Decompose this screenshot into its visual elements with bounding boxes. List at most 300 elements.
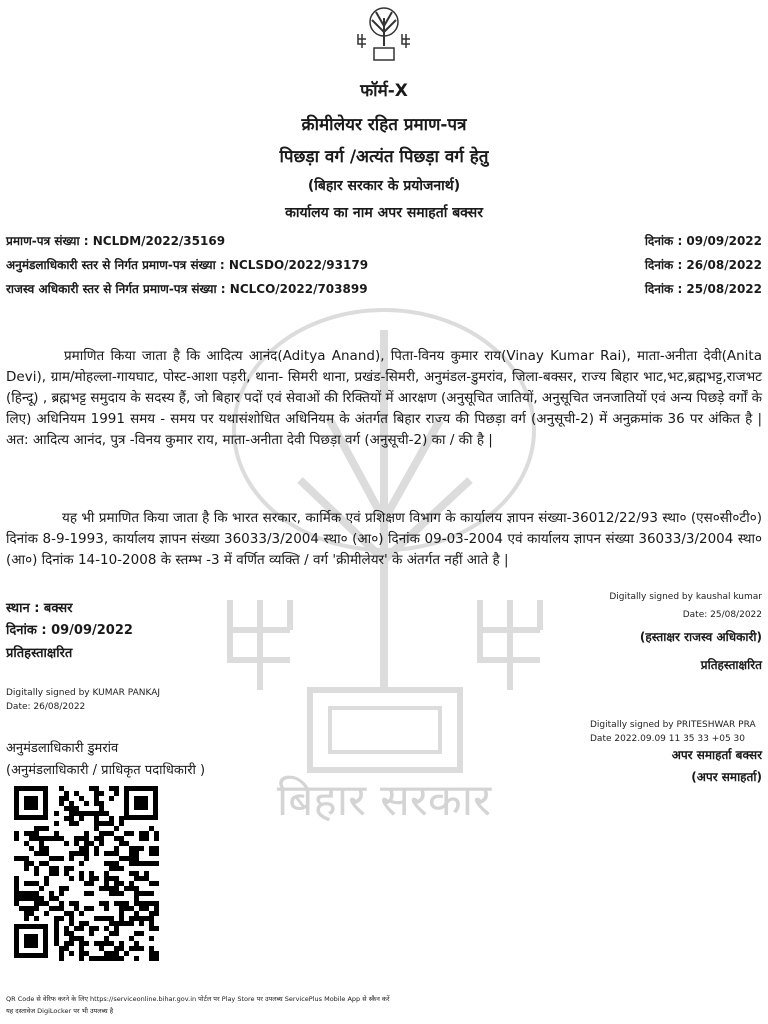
qr-module — [99, 821, 104, 826]
qr-module — [39, 901, 44, 906]
qr-module — [94, 801, 99, 806]
qr-module — [149, 951, 154, 956]
qr-module — [99, 831, 104, 836]
qr-module — [104, 821, 109, 826]
qr-module — [114, 846, 119, 851]
qr-module — [69, 876, 74, 881]
qr-module — [24, 906, 29, 911]
qr-module — [69, 801, 74, 806]
qr-module — [134, 901, 139, 906]
qr-module — [99, 806, 104, 811]
qr-module — [109, 891, 114, 896]
qr-module — [124, 921, 129, 926]
qr-module — [69, 821, 74, 826]
qr-module — [129, 936, 134, 941]
qr-module — [149, 891, 154, 896]
qr-module — [139, 916, 144, 921]
qr-module — [139, 876, 144, 881]
qr-module — [114, 951, 119, 956]
qr-module — [24, 891, 29, 896]
certificate-date: दिनांक : 09/09/2022 — [644, 234, 762, 248]
qr-module — [94, 826, 99, 831]
qr-module — [69, 936, 74, 941]
qr-module — [84, 811, 89, 816]
purpose-line: (बिहार सरकार के प्रयोजनार्थ) — [307, 178, 461, 194]
qr-module — [64, 796, 69, 801]
qr-module — [109, 851, 114, 856]
watermark-text: बिहार सरकार — [276, 775, 492, 826]
qr-module — [89, 841, 94, 846]
qr-module — [34, 871, 39, 876]
qr-module — [59, 886, 64, 891]
qr-module — [119, 836, 124, 841]
qr-module — [114, 866, 119, 871]
qr-module — [79, 926, 84, 931]
qr-module — [124, 906, 129, 911]
qr-module — [114, 826, 119, 831]
qr-module — [89, 881, 94, 886]
qr-module — [54, 936, 59, 941]
qr-module — [149, 861, 154, 866]
qr-module — [114, 881, 119, 886]
qr-module — [79, 951, 84, 956]
qr-module — [104, 926, 109, 931]
qr-module — [149, 901, 154, 906]
qr-module — [94, 836, 99, 841]
qr-module — [74, 821, 79, 826]
sdo-officer-role: (अनुमंडलाधिकारी / प्राधिकृत पदाधिकारी ) — [6, 763, 206, 778]
qr-module — [104, 851, 109, 856]
qr-module — [59, 801, 64, 806]
qr-module — [109, 861, 114, 866]
digital-signature-sdo: Digitally signed by KUMAR PANKAJ — [6, 688, 161, 698]
qr-module — [34, 831, 39, 836]
qr-module — [54, 811, 59, 816]
qr-module — [99, 841, 104, 846]
qr-module — [119, 891, 124, 896]
sdo-certificate-number: अनुमंडलाधिकारी स्तर से निर्गत प्रमाण-पत्र संख्या : NCLSDO/2022/93179 — [6, 258, 369, 272]
qr-module — [129, 946, 134, 951]
qr-module — [154, 831, 159, 836]
digital-signature-adm-date: Date 2022.09.09 11 35 33 +05 30 — [590, 734, 746, 744]
qr-module — [54, 916, 59, 921]
qr-module — [109, 876, 114, 881]
qr-module — [149, 846, 154, 851]
qr-module — [139, 921, 144, 926]
qr-module — [94, 956, 99, 961]
qr-module — [124, 841, 129, 846]
qr-module — [34, 891, 39, 896]
qr-module — [59, 951, 64, 956]
qr-module — [44, 826, 49, 831]
qr-module — [119, 956, 124, 961]
qr-module — [29, 891, 34, 896]
digilocker-note: यह दस्तावेज DigiLocker पर भी उपलब्ध है — [6, 1007, 114, 1015]
qr-module — [109, 786, 114, 791]
qr-module — [119, 916, 124, 921]
qr-module — [39, 826, 44, 831]
qr-module — [54, 906, 59, 911]
qr-module — [99, 886, 104, 891]
certificate-number: प्रमाण-पत्र संख्या : NCLDM/2022/35169 — [6, 234, 226, 248]
qr-module — [29, 911, 34, 916]
qr-module — [64, 931, 69, 936]
qr-module — [139, 891, 144, 896]
qr-module — [79, 911, 84, 916]
qr-module — [94, 846, 99, 851]
adm-officer: अपर समाहर्ता बक्सर — [671, 748, 762, 762]
qr-module — [149, 826, 154, 831]
qr-module — [24, 916, 29, 921]
qr-module — [69, 911, 74, 916]
qr-module — [149, 916, 154, 921]
qr-module — [109, 831, 114, 836]
qr-module — [74, 936, 79, 941]
qr-module — [144, 891, 149, 896]
qr-module — [119, 816, 124, 821]
qr-module — [79, 811, 84, 816]
qr-module — [109, 931, 114, 936]
qr-module — [99, 956, 104, 961]
qr-module — [129, 861, 134, 866]
qr-module — [104, 886, 109, 891]
qr-module — [114, 901, 119, 906]
qr-module — [124, 886, 129, 891]
qr-module — [79, 871, 84, 876]
qr-module — [19, 856, 24, 861]
qr-module — [154, 836, 159, 841]
qr-module — [104, 881, 109, 886]
qr-module — [104, 941, 109, 946]
qr-module — [119, 881, 124, 886]
qr-module — [154, 851, 159, 856]
qr-module — [134, 871, 139, 876]
qr-module — [134, 946, 139, 951]
qr-module — [109, 821, 114, 826]
qr-module — [14, 886, 19, 891]
qr-module — [154, 861, 159, 866]
qr-module — [79, 936, 84, 941]
qr-module — [134, 956, 139, 961]
qr-module — [34, 901, 39, 906]
qr-module — [74, 926, 79, 931]
qr-module — [79, 796, 84, 801]
qr-module — [149, 921, 154, 926]
qr-module — [14, 856, 19, 861]
qr-module — [74, 906, 79, 911]
qr-module — [94, 926, 99, 931]
qr-module — [44, 836, 49, 841]
certification-paragraph-1: प्रमाणित किया जाता है कि आदित्य आनंद(Aditya Anand), पिता-विनय कुमार राय(Vinay Kumar Rai), माता-अनीता देवी(Anita Devi), ग्राम/मोहल्ला-गायघाट, पोस्ट-आशा पड़री, थाना- सिमरी थाना, प्रखंड-सिमरी, अनुमंडल-डुमरांव, जिला-बक्सर, राज्य बिहार भाट,भट,ब्रह्मभट्ट,राजभट (हिन्दू) , ब्रह्मभट्ट समुदाय के सदस्य हैं, जो बिहार पदों एवं सेवाओं की रिक्तियों में आरक्षण (अनुसूचित जातियों, अनुसूचित जनजातियों एवं अन्य पिछड़े वर्गों के लिए) अधिनियम 1991 समय - समय पर यथासंशोधित अधिनियम के अंतर्गत बिहार राज्य की पिछड़ा वर्ग (अनुसूची-2) में अनुक्रमांक 36 पर अंकित है | अत: आदित्य आनंद, पुत्र -विनय कुमार राय, माता-अनीता देवी पिछड़ा वर्ग (अनुसूची-2) का / की है | — [6, 348, 762, 448]
qr-module — [89, 956, 94, 961]
qr-module — [154, 881, 159, 886]
qr-module — [134, 941, 139, 946]
qr-code[interactable] — [10, 782, 162, 962]
qr-module — [64, 866, 69, 871]
qr-module — [89, 871, 94, 876]
qr-module — [14, 896, 19, 901]
qr-module — [69, 811, 74, 816]
qr-module — [59, 856, 64, 861]
bihar-emblem-logo — [352, 4, 416, 64]
qr-module — [84, 881, 89, 886]
qr-module — [149, 946, 154, 951]
qr-module — [69, 901, 74, 906]
countersigned-left: प्रतिहस्ताक्षरित — [6, 646, 73, 661]
qr-module — [134, 891, 139, 896]
qr-module — [134, 856, 139, 861]
qr-module — [54, 941, 59, 946]
qr-module — [114, 876, 119, 881]
qr-module — [134, 861, 139, 866]
qr-module — [119, 946, 124, 951]
qr-module — [129, 856, 134, 861]
qr-module — [119, 841, 124, 846]
qr-module — [129, 906, 134, 911]
qr-module — [69, 951, 74, 956]
qr-module — [54, 926, 59, 931]
qr-module — [69, 916, 74, 921]
qr-module — [114, 886, 119, 891]
qr-module — [84, 851, 89, 856]
qr-module — [59, 786, 64, 791]
qr-module — [19, 896, 24, 901]
qr-module — [149, 851, 154, 856]
qr-module — [84, 846, 89, 851]
qr-module — [114, 956, 119, 961]
certificate-title: क्रीमीलेयर रहित प्रमाण-पत्र — [301, 115, 467, 135]
qr-module — [144, 831, 149, 836]
qr-module — [99, 946, 104, 951]
digital-signature-co-date: Date: 25/08/2022 — [682, 610, 762, 620]
qr-module — [64, 871, 69, 876]
qr-module — [134, 896, 139, 901]
qr-module — [89, 891, 94, 896]
qr-module — [74, 836, 79, 841]
qr-module — [104, 876, 109, 881]
qr-module — [89, 786, 94, 791]
qr-module — [49, 866, 54, 871]
qr-module — [94, 941, 99, 946]
qr-module — [134, 846, 139, 851]
qr-module — [154, 911, 159, 916]
qr-module — [84, 906, 89, 911]
qr-module — [104, 831, 109, 836]
qr-module — [44, 846, 49, 851]
qr-module — [124, 901, 129, 906]
qr-module — [124, 951, 129, 956]
qr-module — [109, 921, 114, 926]
qr-module — [54, 896, 59, 901]
qr-module — [44, 861, 49, 866]
qr-module — [144, 916, 149, 921]
qr-module — [99, 901, 104, 906]
qr-module — [14, 891, 19, 896]
qr-module — [59, 836, 64, 841]
qr-module — [44, 881, 49, 886]
qr-module — [154, 951, 159, 956]
qr-module — [84, 831, 89, 836]
qr-module — [44, 901, 49, 906]
qr-verification-note: QR Code से वेरिफ करने के लिए https://serviceonline.bihar.gov.in पोर्टल पर Play Store पर उपलब्ध ServicePlus Mobile App से स्कैन करें — [6, 995, 390, 1003]
qr-module — [79, 946, 84, 951]
qr-module — [44, 876, 49, 881]
qr-module — [44, 911, 49, 916]
qr-module — [104, 901, 109, 906]
qr-module — [139, 931, 144, 936]
qr-module — [89, 931, 94, 936]
qr-module — [119, 941, 124, 946]
qr-module — [99, 791, 104, 796]
qr-module — [79, 836, 84, 841]
qr-module — [144, 901, 149, 906]
qr-module — [24, 896, 29, 901]
qr-module — [149, 881, 154, 886]
qr-module — [54, 931, 59, 936]
qr-module — [69, 921, 74, 926]
qr-module — [84, 921, 89, 926]
qr-module — [14, 831, 19, 836]
qr-module — [149, 956, 154, 961]
qr-module — [54, 921, 59, 926]
qr-module — [99, 941, 104, 946]
qr-module — [119, 906, 124, 911]
qr-module — [109, 886, 114, 891]
qr-module — [149, 911, 154, 916]
digital-signature-adm: Digitally signed by PRITESHWAR PRA — [590, 720, 756, 730]
qr-module — [129, 916, 134, 921]
qr-module — [74, 841, 79, 846]
qr-module — [119, 821, 124, 826]
qr-module — [134, 876, 139, 881]
qr-module — [104, 811, 109, 816]
qr-module — [29, 836, 34, 841]
qr-module — [84, 891, 89, 896]
qr-module — [139, 846, 144, 851]
qr-module — [94, 851, 99, 856]
qr-module — [14, 901, 19, 906]
qr-module — [94, 821, 99, 826]
co-certificate-date: दिनांक : 25/08/2022 — [644, 282, 762, 296]
place: स्थान : बक्सर — [6, 601, 73, 616]
qr-module — [84, 941, 89, 946]
qr-module — [29, 881, 34, 886]
qr-module — [104, 956, 109, 961]
qr-module — [49, 896, 54, 901]
qr-module — [144, 906, 149, 911]
qr-module — [139, 861, 144, 866]
qr-module — [14, 836, 19, 841]
qr-module — [84, 856, 89, 861]
qr-module — [89, 876, 94, 881]
qr-module — [69, 851, 74, 856]
qr-module — [69, 866, 74, 871]
qr-module — [79, 861, 84, 866]
qr-module — [154, 926, 159, 931]
qr-module — [54, 871, 59, 876]
digital-signature-sdo-date: Date: 26/08/2022 — [6, 702, 86, 712]
qr-module — [109, 816, 114, 821]
qr-module — [139, 836, 144, 841]
qr-module — [64, 941, 69, 946]
qr-module — [59, 891, 64, 896]
qr-module — [74, 851, 79, 856]
qr-module — [64, 806, 69, 811]
qr-module — [109, 941, 114, 946]
co-certificate-number: राजस्व अधिकारी स्तर से निर्गत प्रमाण-पत्र संख्या : NCLCO/2022/703899 — [6, 282, 368, 296]
qr-module — [64, 841, 69, 846]
qr-module — [74, 901, 79, 906]
qr-module — [69, 806, 74, 811]
qr-module — [154, 901, 159, 906]
qr-module — [104, 906, 109, 911]
qr-module — [74, 791, 79, 796]
qr-module — [109, 796, 114, 801]
qr-module — [134, 916, 139, 921]
qr-module — [69, 856, 74, 861]
qr-module — [94, 786, 99, 791]
qr-module — [154, 956, 159, 961]
qr-module — [24, 841, 29, 846]
qr-module — [134, 851, 139, 856]
qr-module — [129, 881, 134, 886]
qr-module — [129, 921, 134, 926]
qr-module — [119, 866, 124, 871]
qr-module — [34, 881, 39, 886]
qr-module — [104, 861, 109, 866]
qr-module — [114, 891, 119, 896]
qr-module — [14, 881, 19, 886]
certificate-subtitle: पिछड़ा वर्ग /अत्यंत पिछड़ा वर्ग हेतु — [279, 147, 489, 167]
qr-module — [19, 906, 24, 911]
qr-module — [154, 846, 159, 851]
qr-module — [99, 836, 104, 841]
qr-module — [39, 861, 44, 866]
digital-signature-co: Digitally signed by kaushal kumar — [609, 592, 762, 602]
qr-module — [109, 951, 114, 956]
qr-module — [54, 836, 59, 841]
qr-module — [74, 806, 79, 811]
qr-module — [29, 906, 34, 911]
qr-module — [144, 876, 149, 881]
qr-module — [24, 911, 29, 916]
sdo-certificate-date: दिनांक : 26/08/2022 — [644, 258, 762, 272]
qr-module — [64, 926, 69, 931]
qr-module — [119, 911, 124, 916]
qr-module — [59, 796, 64, 801]
qr-module — [114, 861, 119, 866]
qr-module — [34, 916, 39, 921]
issue-date: दिनांक : 09/09/2022 — [6, 623, 133, 638]
qr-module — [14, 876, 19, 881]
qr-module — [94, 816, 99, 821]
qr-module — [69, 931, 74, 936]
qr-module — [24, 866, 29, 871]
qr-module — [54, 856, 59, 861]
qr-module — [129, 886, 134, 891]
adm-officer-role: (अपर समाहर्ता) — [691, 770, 762, 784]
qr-module — [149, 936, 154, 941]
qr-module — [79, 851, 84, 856]
qr-module — [79, 941, 84, 946]
qr-module — [39, 836, 44, 841]
qr-module — [79, 921, 84, 926]
qr-module — [114, 791, 119, 796]
qr-module — [139, 906, 144, 911]
qr-module — [114, 851, 119, 856]
qr-module — [94, 791, 99, 796]
qr-module — [94, 916, 99, 921]
